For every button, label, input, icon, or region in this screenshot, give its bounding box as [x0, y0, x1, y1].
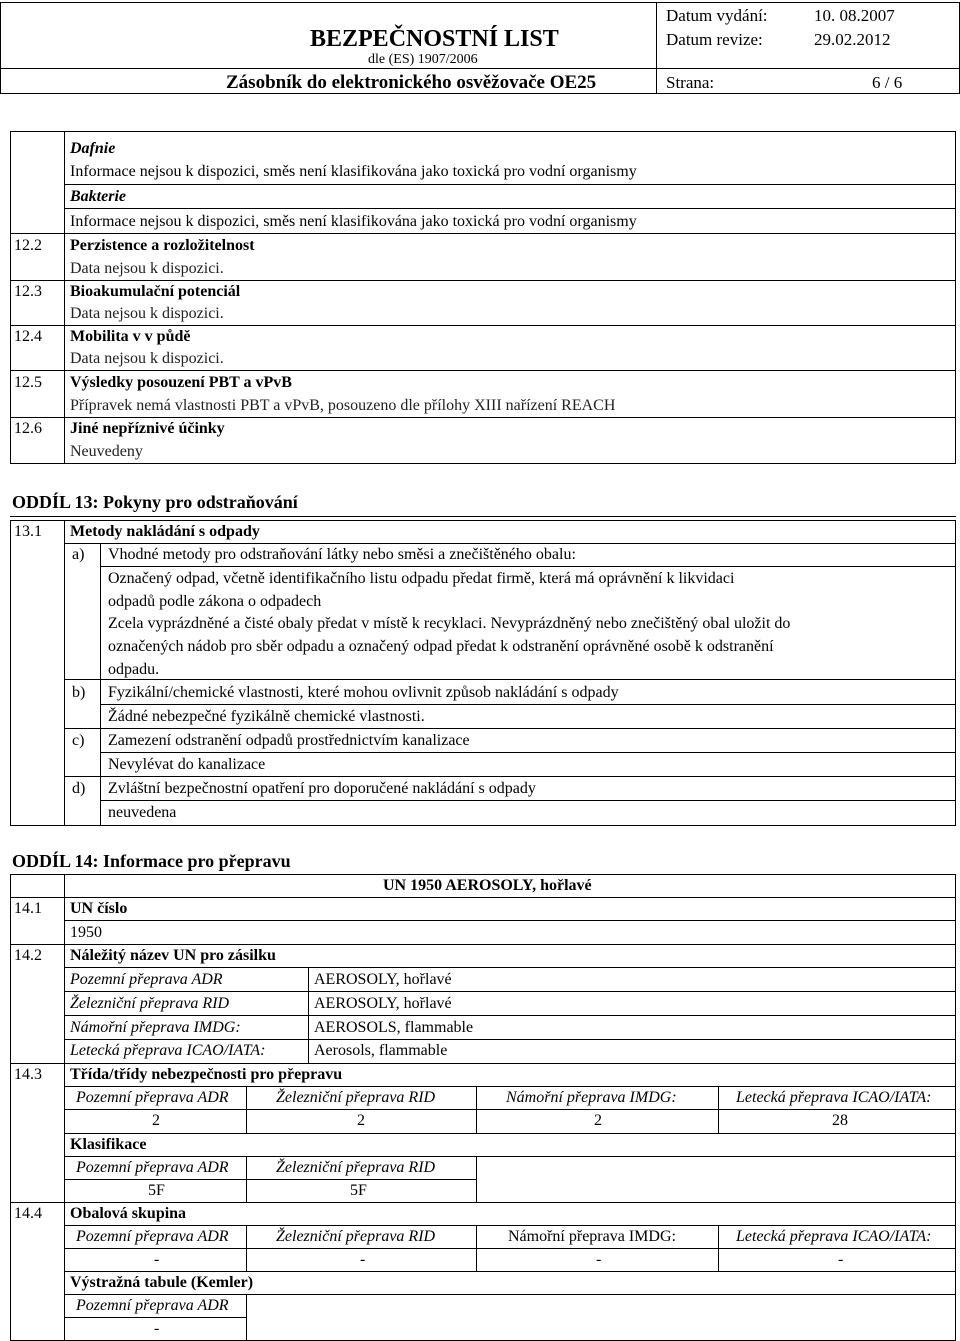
row-line	[64, 1109, 956, 1110]
s12-5-text: Přípravek nemá vlastnosti PBT a vPvB, posouzeno dle přílohy XIII nařízení REACH	[70, 397, 616, 414]
page-number: 6 / 6	[872, 73, 903, 92]
row-line	[64, 1179, 476, 1180]
row-line	[64, 776, 956, 777]
section14-heading: ODDÍL 14: Informace pro přepravu	[12, 851, 291, 871]
un-top-label: UN 1950 AEROSOLY, hořlavé	[383, 877, 592, 894]
s14-1-title: UN číslo	[70, 900, 128, 917]
kemler-mode-adr: Pozemní přeprava ADR	[76, 1297, 229, 1314]
s12-2-title: Perzistence a rozložitelnost	[70, 237, 255, 254]
section13-heading: ODDÍL 13: Pokyny pro odstraňování	[12, 492, 298, 512]
sub-d-text: neuvedena	[108, 804, 177, 821]
row-line	[100, 704, 956, 705]
col-line	[246, 1294, 247, 1341]
row-line	[100, 566, 956, 567]
sub-a-line-5: odpadu.	[108, 661, 160, 678]
class-value-imdg: 2	[594, 1112, 602, 1129]
pack-value-imdg: -	[596, 1251, 602, 1268]
name-value-adr: AEROSOLY, hořlavé	[314, 971, 452, 988]
pack-mode-imdg: Námořní přeprava IMDG:	[508, 1228, 676, 1245]
row-line	[10, 417, 956, 418]
s14-3-num: 14.3	[14, 1066, 42, 1083]
klas-value-adr: 5F	[148, 1182, 165, 1199]
sub-c-title: Zamezení odstranění odpadů prostřednictvím kanalizace	[108, 732, 470, 749]
issue-date: 10. 08.2007	[814, 6, 895, 25]
s12-3-text: Data nejsou k dispozici.	[70, 305, 224, 322]
s13-1-title: Metody nakládání s odpady	[70, 523, 260, 540]
s14-3-title: Třída/třídy nebezpečnosti pro přepravu	[70, 1066, 343, 1083]
row-line	[10, 1063, 956, 1064]
name-mode-icao: Letecká přeprava ICAO/IATA:	[70, 1042, 266, 1059]
s14-2-title: Náležitý název UN pro zásilku	[70, 947, 276, 964]
name-mode-rid: Železniční přeprava RID	[70, 995, 230, 1012]
s12-6-title: Jiné nepříznivé účinky	[70, 420, 225, 437]
s12-3-title: Bioakumulační potenciál	[70, 283, 241, 300]
issue-label: Datum vydání:	[666, 6, 768, 25]
un-number: 1950	[70, 924, 102, 941]
sub-b-text: Žádné nebezpečné fyzikálně chemické vlastnosti.	[108, 708, 425, 725]
dafnie-text: Informace nejsou k dispozici, směs není klasifikována jako toxická pro vodní organismy	[70, 163, 637, 180]
klas-mode-rid: Železniční přeprava RID	[276, 1159, 436, 1176]
s14-1-num: 14.1	[14, 900, 42, 917]
row-line	[64, 1248, 956, 1249]
regulation-ref: dle (ES) 1907/2006	[368, 52, 478, 67]
sub-a-label: a)	[72, 546, 85, 563]
s12-5-title: Výsledky posouzení PBT a vPvB	[70, 374, 292, 391]
class-value-rid: 2	[357, 1112, 365, 1129]
row-line	[10, 233, 956, 234]
revision-label: Datum revize:	[666, 30, 763, 49]
col-line	[476, 1086, 477, 1134]
row-line	[64, 1271, 956, 1272]
sub-a-title: Vhodné metody pro odstraňování látky nebo směsi a znečištěného obalu:	[108, 546, 576, 563]
sub-a-line-3: Zcela vyprázdněné a čisté obaly předat v místě k recyklaci. Nevyprázdněný nebo znečištěný obal uložit do	[108, 615, 791, 632]
page-label: Strana:	[666, 73, 715, 92]
pack-value-icao: -	[838, 1251, 844, 1268]
sub-d-label: d)	[72, 780, 86, 797]
document-title: BEZPEČNOSTNÍ LIST	[310, 26, 559, 52]
name-mode-adr: Pozemní přeprava ADR	[70, 971, 223, 988]
revision-date: 29.02.2012	[814, 30, 891, 49]
row-line	[10, 897, 956, 898]
dafnie-title: Dafnie	[70, 140, 116, 157]
name-value-rid: AEROSOLY, hořlavé	[314, 995, 452, 1012]
row-line	[64, 991, 956, 992]
sub-divider	[100, 680, 101, 826]
s13-1-num: 13.1	[14, 523, 42, 540]
name-mode-imdg: Námořní přeprava IMDG:	[70, 1019, 241, 1036]
row-line	[64, 184, 956, 185]
row-line	[10, 1202, 956, 1203]
s14-4-title: Obalová skupina	[70, 1205, 187, 1222]
bakterie-text: Informace nejsou k dispozici, směs není klasifikována jako toxická pro vodní organismy	[70, 213, 637, 230]
row-line	[64, 1317, 246, 1318]
sub-a-line-1: Označený odpad, včetně identifikačního listu odpadu předat firmě, která má oprávnění k likvidaci	[108, 570, 735, 587]
class-mode-rid: Železniční přeprava RID	[276, 1089, 436, 1106]
row-line	[64, 1156, 956, 1157]
sub-d-title: Zvláštní bezpečnostní opatření pro doporučené nakládání s odpady	[108, 780, 536, 797]
row-line	[64, 1225, 956, 1226]
bakterie-title: Bakterie	[70, 188, 126, 205]
row-line	[64, 920, 956, 921]
row-line	[10, 280, 956, 281]
section12-divider	[64, 131, 65, 464]
class-mode-adr: Pozemní přeprava ADR	[76, 1089, 229, 1106]
row-line	[64, 1015, 956, 1016]
s12-2-text: Data nejsou k dispozici.	[70, 260, 224, 277]
class-value-icao: 28	[832, 1112, 848, 1129]
col-line	[718, 1086, 719, 1134]
s12-4-text: Data nejsou k dispozici.	[70, 350, 224, 367]
sub-divider	[100, 543, 101, 680]
header-rule	[0, 68, 960, 69]
row-line	[10, 325, 956, 326]
sub-a-line-2: odpadů podle zákona o odpadech	[108, 593, 322, 610]
row-line	[10, 944, 956, 945]
pack-mode-rid: Železniční přeprava RID	[276, 1228, 436, 1245]
s12-2-num: 12.2	[14, 237, 42, 254]
sub-b-label: b)	[72, 684, 86, 701]
pack-mode-icao: Letecká přeprava ICAO/IATA:	[736, 1228, 932, 1245]
row-line	[100, 752, 956, 753]
header-divider	[656, 2, 657, 94]
row-line	[64, 1086, 956, 1087]
col-line	[246, 1086, 247, 1134]
s12-6-num: 12.6	[14, 420, 42, 437]
s14-4-num: 14.4	[14, 1205, 42, 1222]
product-name: Zásobník do elektronického osvěžovače OE25	[226, 72, 597, 93]
kemler-value-adr: -	[154, 1320, 160, 1337]
s14-2-num: 14.2	[14, 947, 42, 964]
pack-mode-adr: Pozemní přeprava ADR	[76, 1228, 229, 1245]
row-line	[64, 728, 956, 729]
row-line	[64, 208, 956, 209]
row-line	[64, 1294, 956, 1295]
s12-3-num: 12.3	[14, 283, 42, 300]
row-line	[64, 1039, 956, 1040]
sub-a-line-4: označených nádob pro sběr odpadu a označený odpad předat k odstranění oprávněné osobě k odstranění	[108, 638, 774, 655]
s12-6-text: Neuvedeny	[70, 443, 143, 460]
s12-4-num: 12.4	[14, 328, 42, 345]
pack-value-adr: -	[154, 1251, 160, 1268]
section13-rule	[10, 516, 956, 517]
sub-b-title: Fyzikální/chemické vlastnosti, které mohou ovlivnit způsob nakládání s odpady	[108, 684, 619, 701]
sub-c-text: Nevylévat do kanalizace	[108, 756, 266, 773]
row-line	[64, 967, 956, 968]
s12-4-title: Mobilita v v půdě	[70, 328, 191, 345]
row-line	[10, 370, 956, 371]
row-line	[64, 1133, 956, 1134]
class-mode-icao: Letecká přeprava ICAO/IATA:	[736, 1089, 932, 1106]
name-value-icao: Aerosols, flammable	[314, 1042, 448, 1059]
class-value-adr: 2	[152, 1112, 160, 1129]
klas-value-rid: 5F	[350, 1182, 367, 1199]
s12-5-num: 12.5	[14, 374, 42, 391]
row-line	[100, 800, 956, 801]
sub-c-label: c)	[72, 732, 85, 749]
kemler-title: Výstražná tabule (Kemler)	[70, 1274, 254, 1291]
pack-value-rid: -	[360, 1251, 366, 1268]
name-value-imdg: AEROSOLS, flammable	[314, 1019, 474, 1036]
class-mode-imdg: Námořní přeprava IMDG:	[506, 1089, 677, 1106]
klas-mode-adr: Pozemní přeprava ADR	[76, 1159, 229, 1176]
col-line	[476, 1156, 477, 1202]
klasifikace-title: Klasifikace	[70, 1136, 147, 1153]
